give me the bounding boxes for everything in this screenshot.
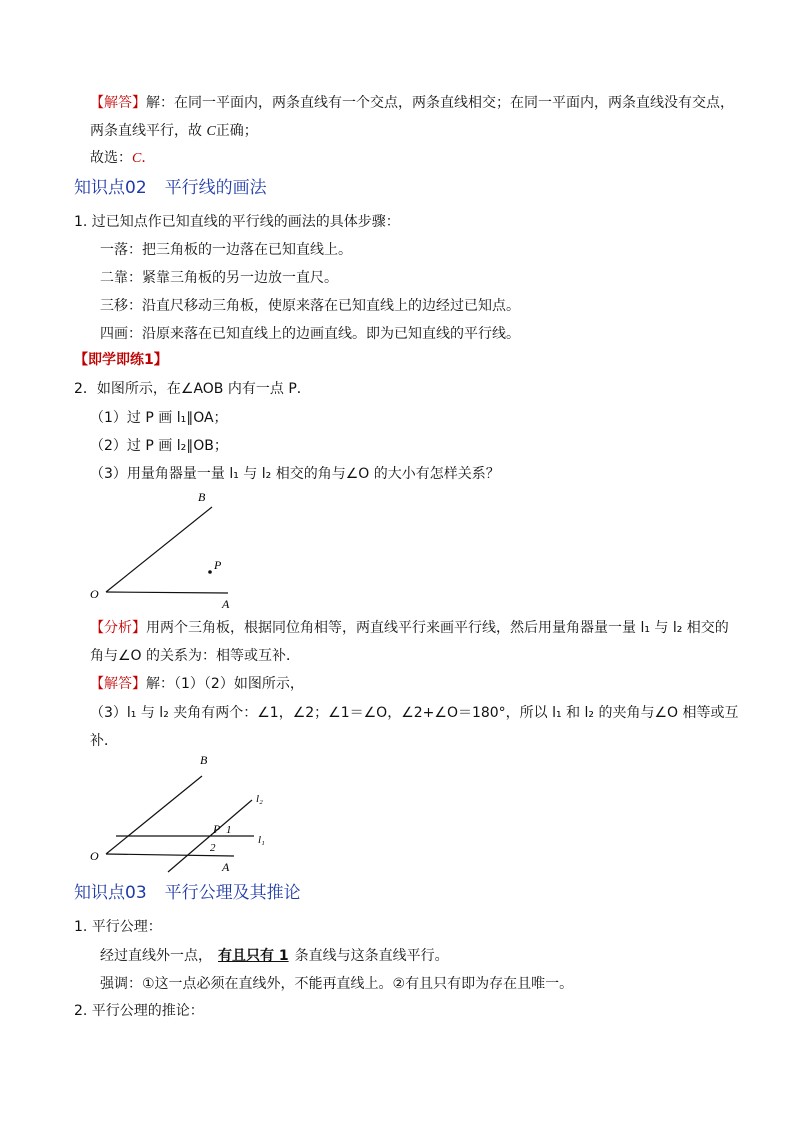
- step-4: 四画：沿原来落在已知直线上的边画直线。即为已知直线的平行线。: [100, 326, 520, 342]
- practice-q3: （3）用量角器量一量 l₁ 与 l₂ 相交的角与∠O 的大小有怎样关系？: [90, 466, 500, 482]
- label-o: O: [90, 587, 99, 601]
- answer2-line-1: 【解答】解：（1）（2）如图所示，: [90, 676, 304, 692]
- parallel-lines-figure: [80, 750, 280, 880]
- practice-question: 2．如图所示，在∠AOB 内有一点 P．: [74, 381, 311, 397]
- label-angle-1: 1: [226, 824, 232, 836]
- label-angle-2: 2: [210, 842, 216, 854]
- answer-line-1: 【解答】解：在同一平面内，两条直线有一个交点，两条直线相交；在同一平面内，两条直线没有交点，: [90, 95, 734, 111]
- practice-q1: （1）过 P 画 l₁∥OA；: [90, 410, 228, 426]
- label-b: B: [200, 753, 208, 767]
- axiom-heading: 1. 平行公理：: [74, 919, 162, 935]
- practice-tag: 【即学即练1】: [74, 352, 168, 368]
- section-heading-kp02: 知识点02 平行线的画法: [74, 178, 267, 198]
- answer2-line-2: （3）l₁ 与 l₂ 夹角有两个：∠1，∠2；∠1＝∠O，∠2+∠O＝180°，所以 l₁ 和 l₂ 的夹角与∠O 相等或互: [90, 705, 739, 721]
- ray-ob: [106, 776, 202, 854]
- label-l2: l₂: [256, 793, 263, 805]
- steps-intro: 1. 过已知点作已知直线的平行线的画法的具体步骤：: [74, 214, 400, 230]
- answer-tag: 【解答】: [90, 95, 146, 111]
- ray-oa: [106, 854, 234, 856]
- label-p: P: [214, 558, 222, 572]
- analysis-line-1: 【分析】用两个三角板，根据同位角相等，两直线平行来画平行线，然后用量角器量一量 l₁ 与 l₂ 相交的: [90, 620, 729, 636]
- label-a: A: [222, 597, 230, 611]
- step-1: 一落：把三角板的一边落在已知直线上。: [100, 242, 352, 258]
- label-o: O: [90, 849, 99, 863]
- section-heading-kp03: 知识点03 平行公理及其推论: [74, 883, 301, 903]
- fill-blank: 有且只有 1: [218, 948, 289, 964]
- practice-q2: （2）过 P 画 l₂∥OB；: [90, 438, 228, 454]
- answer2-line-3: 补．: [90, 733, 118, 749]
- step-3: 三移：沿直尺移动三角板，使原来落在已知直线上的边经过已知点。: [100, 298, 520, 314]
- label-p: P: [213, 822, 221, 836]
- choose-line: 故选：C．: [90, 150, 156, 166]
- label-l1: l₁: [258, 834, 265, 846]
- answer-line-2: 两条直线平行，故 C正确；: [90, 123, 258, 139]
- ray-oa: [106, 592, 228, 593]
- analysis-line-2: 角与∠O 的关系为：相等或互补．: [90, 648, 301, 664]
- label-a: A: [222, 860, 230, 874]
- label-b: B: [198, 490, 206, 504]
- angle-aob-figure: [80, 485, 250, 615]
- point-p: [208, 570, 212, 574]
- ray-ob: [106, 507, 212, 592]
- axiom-statement: 经过直线外一点， 有且只有 1 条直线与这条直线平行。: [100, 948, 449, 964]
- step-2: 二靠：紧靠三角板的另一边放一直尺。: [100, 270, 338, 286]
- corollary-heading: 2. 平行公理的推论：: [74, 1003, 204, 1019]
- axiom-emphasis: 强调：①这一点必须在直线外，不能再直线上。②有且只有即为存在且唯一。: [100, 976, 574, 992]
